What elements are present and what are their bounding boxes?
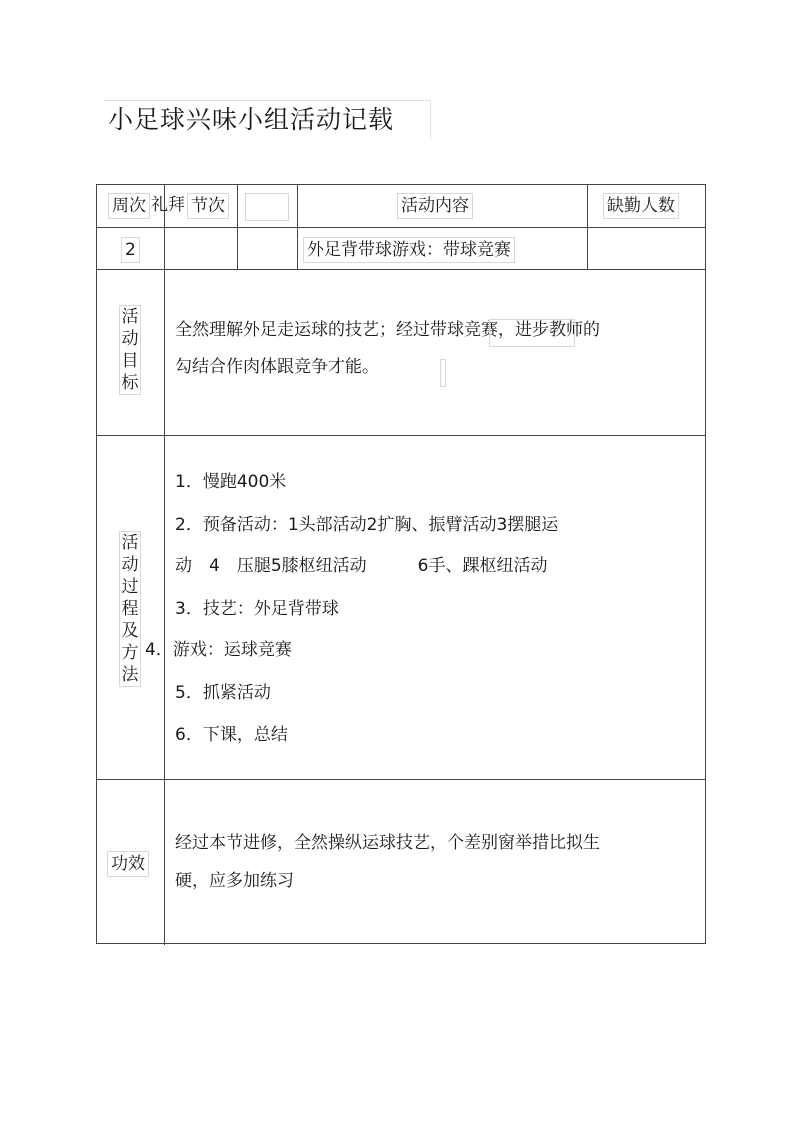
header-weekday: 礼拜 [151,195,185,215]
page-title: 小足球兴味小组活动记载 [104,100,431,139]
text-frame [489,319,575,347]
header-session: 节次 [187,193,229,219]
header-content: 活动内容 [397,193,473,219]
process-item-6: 5．抓紧活动 [175,683,271,703]
header-empty-cell [245,193,289,221]
process-item-3: 动 4 压腿5膝枢纽活动 6手、踝枢纽活动 [175,556,548,576]
content-value: 外足背带球游戏：带球竞赛 [303,237,515,263]
column-divider [164,185,165,945]
process-label: 活动过程及方法 [119,531,141,687]
process-item-2: 2．预备活动：1头部活动2扩胸、振臂活动3摆腿运 [175,515,559,535]
goal-line-1: 全然理解外足走运球的技艺；经过带球竞赛，进步教师的 [175,320,600,340]
header-week: 周次 [108,193,150,219]
goal-label: 活动目标 [119,305,141,395]
process-item-5: 4．游戏：运球竞赛 [145,640,292,660]
week-value: 2 [121,237,140,263]
effect-line-1: 经过本节进修，全然操纵运球技艺，个差别窗举措比拟生 [175,833,600,853]
column-divider [237,185,238,269]
column-divider [297,185,298,269]
process-item-1: 1．慢跑400米 [175,472,287,492]
text-frame [440,359,446,387]
row-divider [97,269,705,270]
effect-label: 功效 [107,851,149,877]
header-absent: 缺勤人数 [603,193,679,219]
row-divider [97,779,705,780]
column-divider [587,185,588,269]
activity-record-table [96,184,706,944]
process-item-4: 3．技艺：外足背带球 [175,599,339,619]
row-divider [97,435,705,436]
goal-line-2: 勾结合作肉体跟竞争才能。 [175,357,379,377]
effect-line-2: 硬，应多加练习 [175,871,294,891]
row-divider [97,227,705,228]
process-item-7: 6．下课，总结 [175,725,288,745]
